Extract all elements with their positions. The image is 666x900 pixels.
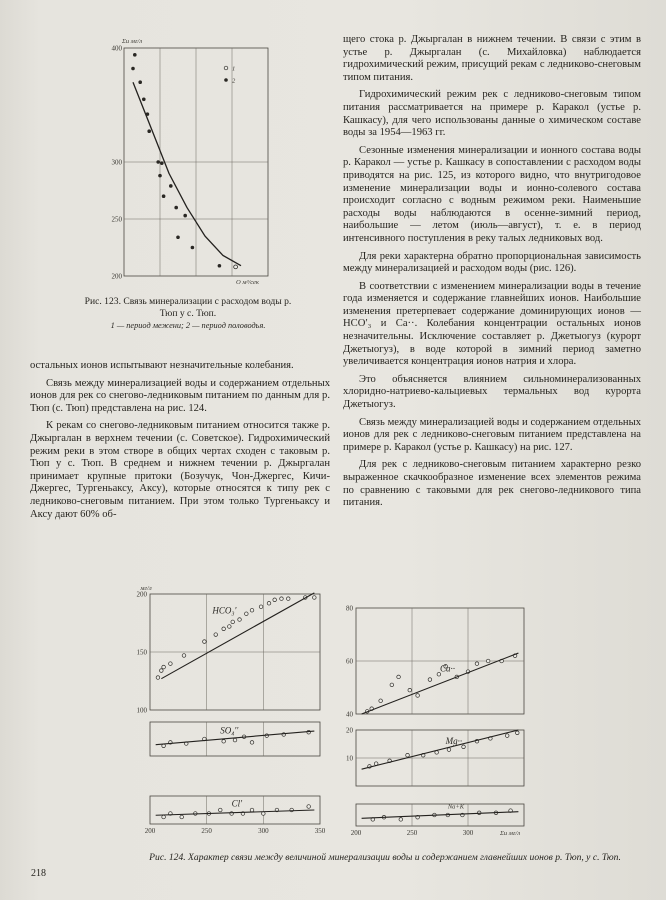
x-tick-label: 250: [406, 829, 418, 837]
y-tick-label: 80: [346, 604, 353, 613]
page-number: 218: [31, 868, 46, 879]
f123-point-low-water: [133, 53, 137, 57]
f123-point-low-water: [131, 67, 135, 71]
y-tick-label: 100: [136, 706, 147, 715]
f123-point-flood: [234, 265, 238, 269]
paragraph: Для рек с ледниково-снеговым питанием характерно резко выраженное скачкообразное изменение всех элементов режима по сравнению с таковыми для рек снегово-ледникового типа питания.: [343, 459, 641, 509]
f123-point-low-water: [183, 214, 187, 218]
figure-123-caption: [84, 296, 292, 331]
f123-point-low-water: [176, 235, 180, 239]
trend-line: [362, 730, 519, 769]
f123-y-tick: 200: [111, 272, 122, 281]
x-tick-label: 350: [314, 827, 326, 835]
paragraph: Связь между минерализацией воды и содержанием отдельных ионов для рек со снегово-ледниковым питанием по данным для р. Тюп (с. Тюп) представлена на рис. 124.: [30, 377, 330, 414]
right-text-column: [343, 34, 641, 510]
trend-line: [161, 593, 314, 679]
f123-point-low-water: [191, 246, 195, 250]
f124-grid: [150, 594, 524, 826]
f123-y-tick: 300: [111, 158, 122, 167]
f123-y-unit: Σи мг/л: [122, 38, 143, 45]
paragraph: Сезонные изменения минерализации и ионного состава воды р. Каракол — устье р. Кашкасу в сопоставлении с расходом воды приводятся на рис. 125, из которого видно, что внутригодовое изменение минерализации воды и ионно-солевого состава происходит согласно с водным режимом реки. Наименьшие расходы воды наблюдаются в осенне-зимний период, наибольшие — летом (июль—август), т. е. в период интенсивного поступления в реку талых ледниковых вод.: [343, 144, 641, 244]
data-point: [379, 699, 383, 703]
f124-labels: [137, 586, 521, 837]
y-tick-label: 60: [346, 657, 353, 666]
paragraph: остальных ионов испытывают незначительные колебания.: [30, 360, 294, 371]
trend-line: [362, 653, 519, 714]
f123-point-low-water: [158, 174, 162, 178]
data-point: [245, 612, 249, 616]
data-point: [214, 633, 218, 637]
x-tick-label: 200: [144, 827, 156, 835]
ion-label-hco3: HCO₃': [212, 605, 237, 616]
data-point: [238, 618, 242, 622]
data-point: [447, 748, 451, 752]
f124-y-unit: мг/л: [140, 586, 152, 592]
paragraph: Для реки характерна обратно пропорциональная зависимость между минерализацией и расходом воды (рис. 126).: [343, 250, 641, 275]
data-point: [408, 688, 412, 692]
paragraph: Гидрохимический режим рек с ледниково-снеговым типом питания рассматривается на примере р. Каракол (устье р. Кашкасу), для чего использованы данные о химическом составе воды за 1954—1963 гг.: [343, 89, 641, 139]
data-point: [182, 654, 186, 658]
left-text-column: [30, 360, 330, 521]
y-tick-label: 150: [136, 648, 147, 657]
data-point: [222, 739, 226, 743]
figure-124-caption: Рис. 124. Характер связи между величиной минерализации воды и содержанием главнейших ионов р. Тюп, у с. Тюп.: [149, 852, 621, 863]
data-point: [397, 675, 401, 679]
f123-point-low-water: [174, 206, 178, 210]
ion-label-ca: Ca··: [440, 663, 456, 674]
figure-123-caption-title: Рис. 123. Связь минерализации с расходом воды р. Тюп у с. Тюп.: [84, 296, 292, 319]
y-tick-label: 10: [346, 754, 353, 763]
ion-label-na-k: Na+K: [447, 803, 465, 811]
f123-point-low-water: [156, 160, 160, 164]
f123-trend-curve: [133, 82, 241, 266]
trend-line: [156, 810, 315, 815]
figure-124-chart: [120, 586, 632, 848]
data-point: [203, 640, 207, 644]
ion-label-so4: SO₄'': [220, 725, 239, 736]
data-point: [515, 731, 519, 735]
data-point: [267, 601, 271, 605]
f123-y-tick: 400: [111, 44, 122, 53]
data-point: [486, 659, 490, 663]
data-point: [406, 753, 410, 757]
f123-point-low-water: [218, 264, 222, 268]
data-point: [313, 596, 317, 600]
data-point: [156, 676, 160, 680]
data-point: [169, 662, 173, 666]
data-point: [231, 620, 235, 624]
data-point: [259, 605, 263, 609]
data-point: [307, 805, 311, 809]
f123-legend-marker-1: [224, 66, 228, 70]
data-point: [390, 683, 394, 687]
paragraph: щего стока р. Джыргалан в нижнем течении. В связи с этим в устье р. Джыргалан (с. Михайловка) наблюдается гидрохимический режим, присущий рекам с ледниково-снеговым типом питания.: [343, 34, 641, 83]
f124-x-unit: Σи мг/л: [500, 830, 521, 837]
f123-point-low-water: [160, 161, 164, 165]
y-tick-label: 40: [346, 710, 353, 719]
y-tick-label: 200: [136, 590, 147, 599]
data-point: [286, 597, 290, 601]
paragraph: Это объясняется влиянием сильноминерализованных хлоридно-натриево-кальциевых термальных вод курорта Джетыогуз.: [343, 373, 641, 411]
x-tick-label: 250: [201, 827, 212, 835]
data-point: [280, 597, 284, 601]
f123-point-low-water: [169, 184, 173, 188]
figure-123-chart: [100, 34, 280, 284]
data-point: [428, 678, 432, 682]
f123-legend-label-2: 2: [232, 77, 236, 85]
data-point: [399, 818, 403, 822]
f123-legend-marker-2: [224, 78, 228, 82]
f123-y-tick: 250: [111, 215, 122, 224]
ion-label-cl: Cl': [231, 798, 243, 809]
f123-point-low-water: [138, 80, 142, 84]
paragraph: К рекам со снегово-ледниковым питанием относится также р. Джыргалан в верхнем течении (с. Советское). Гидрохимический режим реки в этом створе в общих чертах сходен с таковым р. Тюп у с. Тюп. В среднем и нижнем течении р. Джыргалан принимает крупные притоки (Бозучук, Чон-Джергес, Кичи-Джергес, Тургеньаксу, Аксу), которые относятся к типу рек с ледниково-снеговым питанием. При этом только Тургеньаксу и Аксу дают 60% об-: [30, 420, 330, 520]
data-point: [228, 625, 232, 629]
data-point: [416, 694, 420, 698]
data-point: [218, 808, 222, 812]
f123-point-low-water: [147, 129, 151, 133]
f123-point-low-water: [146, 112, 150, 116]
f123-grid: [124, 48, 268, 276]
f123-legend-label-1: 1: [232, 65, 236, 73]
f123-marks: [131, 53, 241, 269]
data-point: [162, 665, 166, 669]
x-tick-label: 300: [258, 827, 269, 835]
data-point: [462, 745, 466, 749]
data-point: [475, 662, 479, 666]
data-point: [160, 669, 164, 673]
f124-marks: [156, 593, 519, 821]
y-tick-label: 20: [346, 726, 353, 735]
data-point: [180, 815, 184, 819]
f123-point-low-water: [142, 98, 146, 102]
trend-line: [362, 812, 519, 819]
data-point: [233, 738, 237, 742]
data-point: [250, 741, 254, 745]
data-point: [250, 608, 254, 612]
f123-x-unit: Q м³/сек: [236, 279, 259, 284]
data-point: [250, 808, 254, 812]
x-tick-label: 300: [462, 829, 474, 837]
data-point: [222, 627, 226, 631]
data-point: [273, 598, 277, 602]
ion-label-mg: Mg··: [445, 736, 463, 746]
f123-labels: [112, 38, 260, 284]
paragraph: В соответствии с изменением минерализации воды в течение года изменяется и содержание главнейших ионов. Наибольшие изменения претерпевает содержание доминирующих ионов — HCO′₃ и Ca··. Колебания концентрации остальных ионов незначительны. Исключение составляет р. Джетыогуз (курорт Джетыогуз), в воде которой в зимний период заметно увеличивается концентрация ионов натрия и хлора.: [343, 280, 641, 368]
figure-123-caption-legend: 1 — период межени; 2 — период половодья.: [110, 321, 266, 330]
f123-point-low-water: [162, 194, 166, 198]
x-tick-label: 200: [350, 829, 362, 837]
data-point: [162, 815, 166, 819]
data-point: [505, 734, 509, 738]
paragraph: Связь между минерализацией воды и содержанием отдельных ионов для рек с ледниково-снеговым питанием представлена на примере р. Каракол (устье р. Кашкасу) на рис. 127.: [343, 416, 641, 453]
